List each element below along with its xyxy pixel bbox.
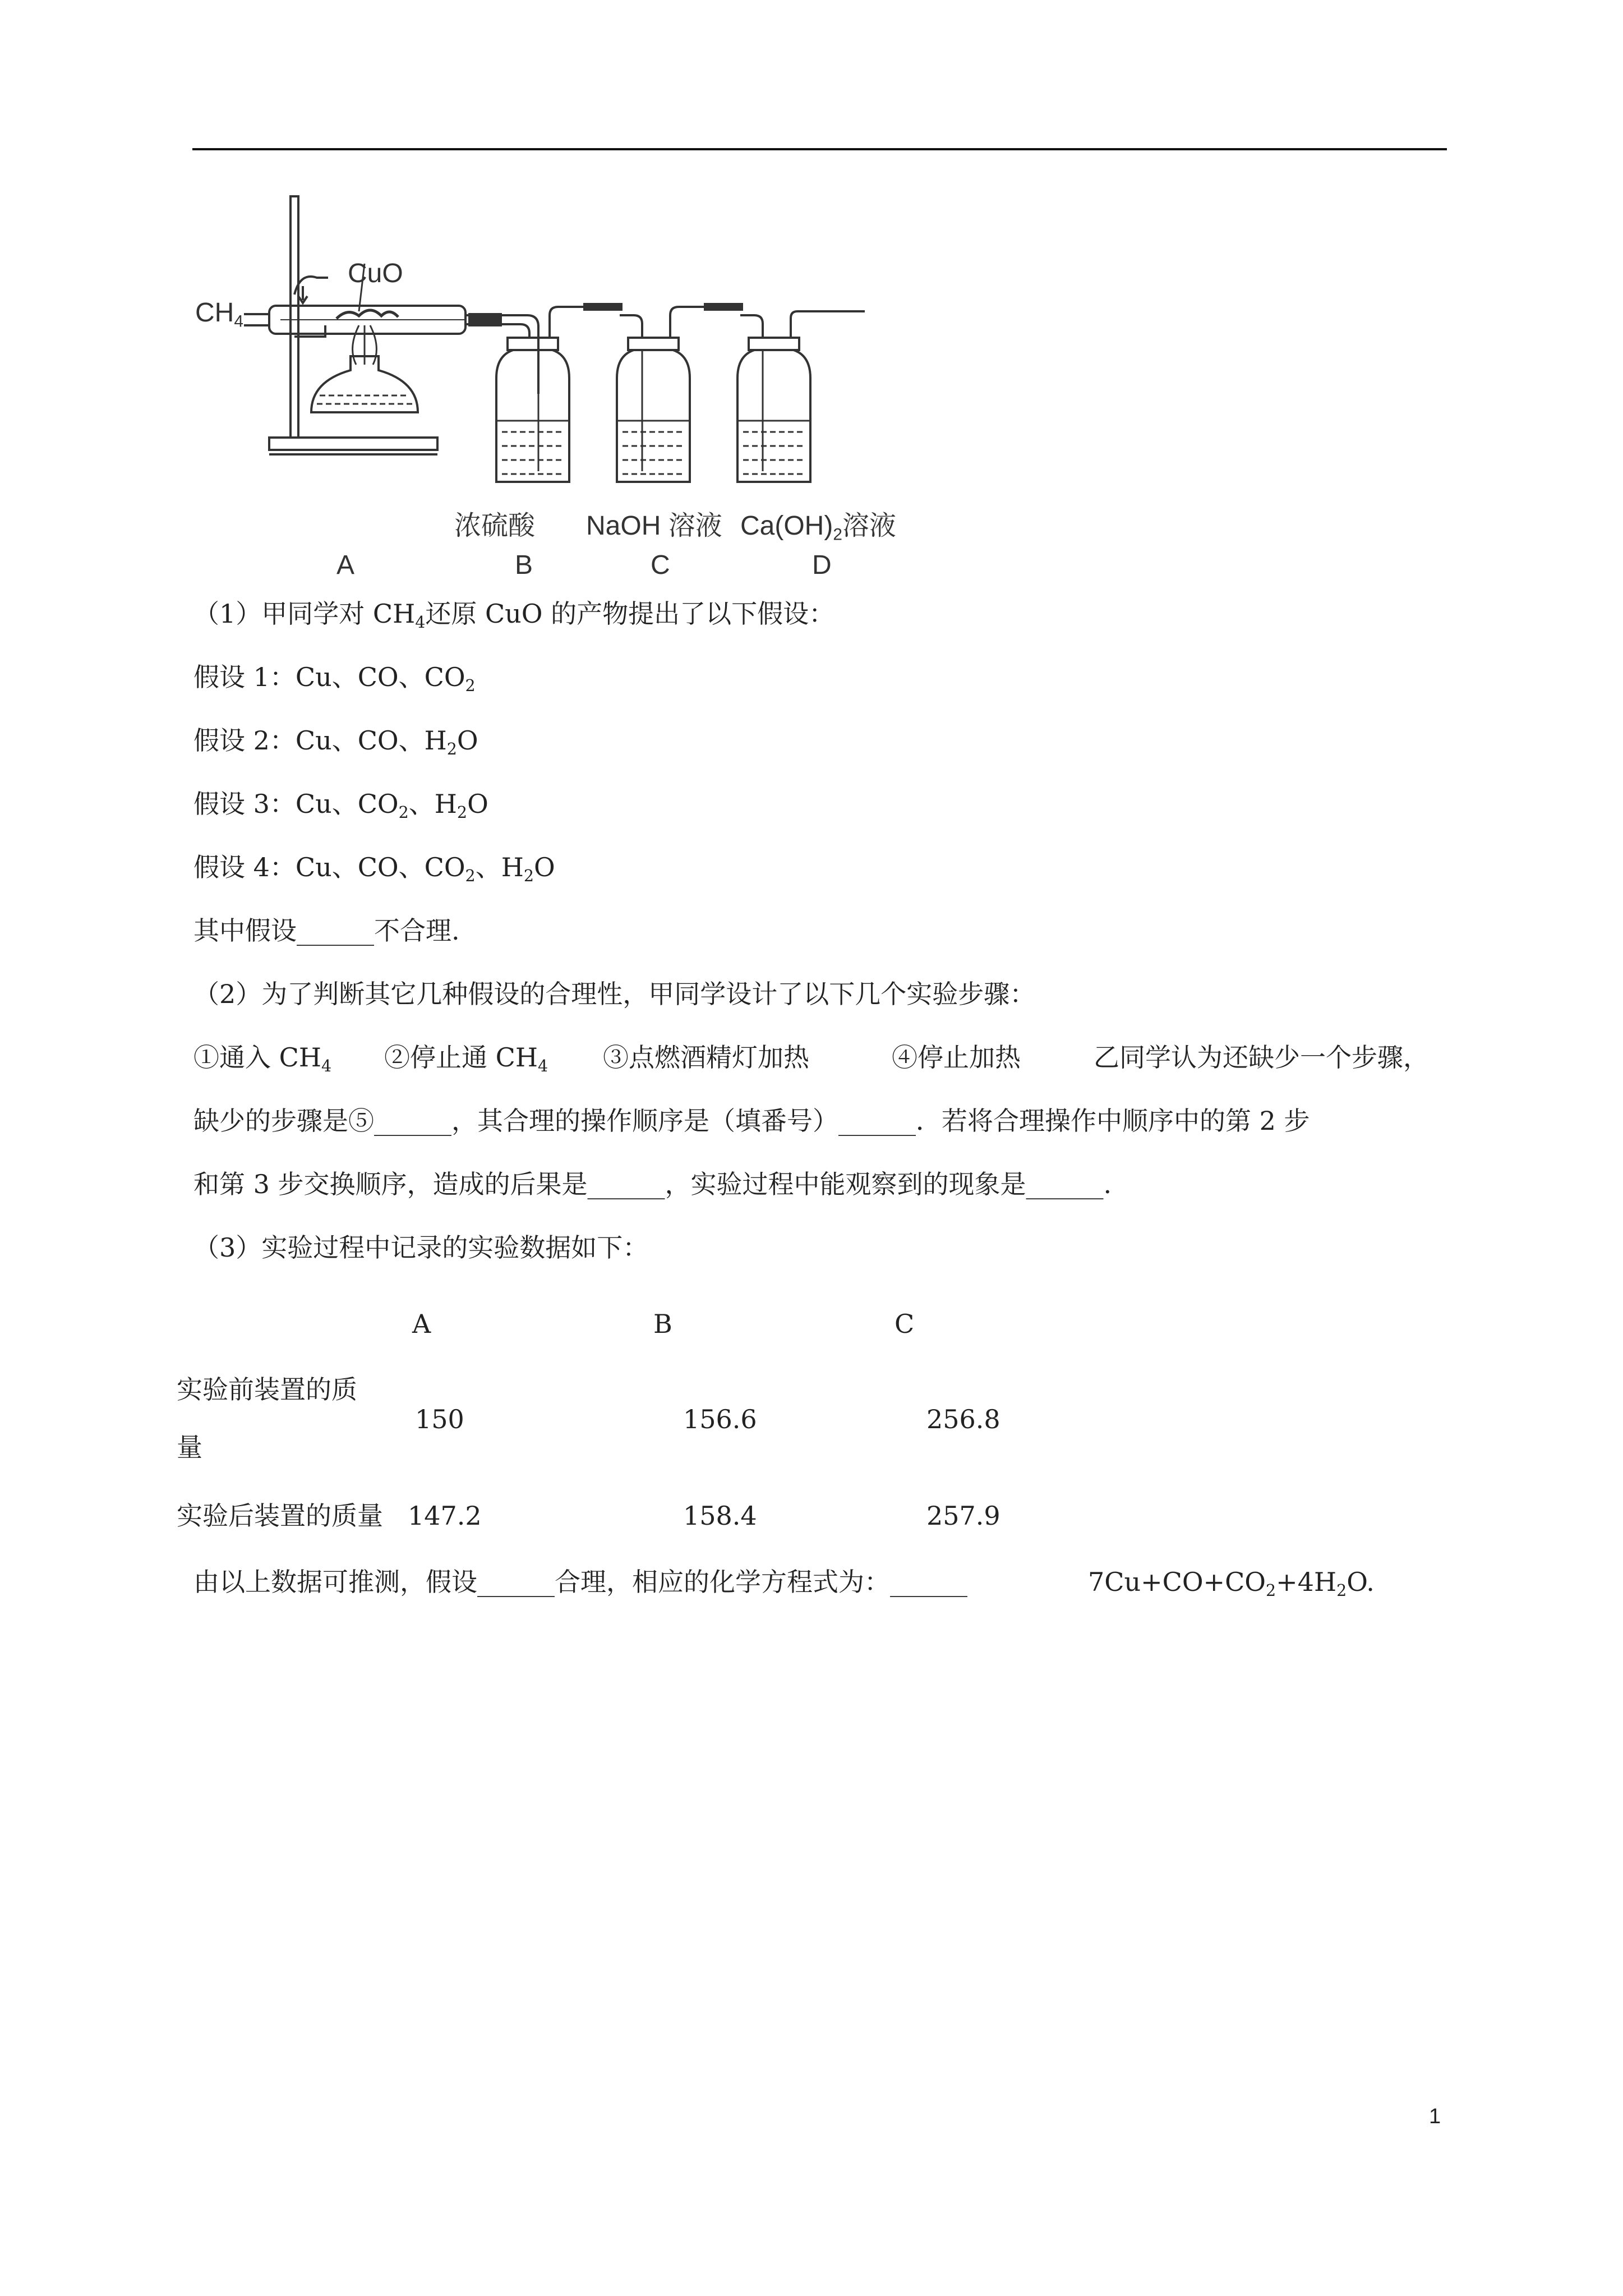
q3-row1-a: 150 (415, 1404, 464, 1434)
q3-row2-label: 实验后装置的质量 (177, 1501, 383, 1531)
q3-conclusion: 由以上数据可推测，假设______合理，相应的化学方程式为：______ (193, 1567, 967, 1597)
q3-row2-c: 257.9 (926, 1501, 1000, 1531)
stand-pole (291, 196, 298, 438)
q1-intro: （1）甲同学对 $CH_4$还原 CuO 的产物提出了以下假设： (193, 599, 835, 632)
q3-row1-label-a: 实验前装置的质 (177, 1374, 357, 1405)
flame (353, 325, 377, 365)
hypothesis-1: 假设 1：Cu、CO、$CO_2$ (193, 662, 476, 696)
letter-b: B (515, 550, 533, 580)
q2-intro: （2）为了判断其它几种假设的合理性，甲同学设计了以下几个实验步骤： (193, 979, 1036, 1009)
q3-row1-c: 256.8 (926, 1404, 1000, 1434)
bottle-b (496, 307, 614, 482)
q3-equation: $7Cu+CO+CO_2+4H_2O$. (1088, 1567, 1375, 1600)
letter-c: C (651, 550, 670, 580)
stand-base (269, 438, 437, 450)
q2-tail: 乙同学认为还缺少一个步骤， (1094, 1042, 1429, 1073)
q3-intro: （3）实验过程中记录的实验数据如下： (193, 1232, 649, 1263)
label-ch4: $CH_4$ (195, 298, 243, 331)
q1-unreasonable: 其中假设______不合理. (193, 915, 460, 946)
reagent-d: $Ca(OH)_2$溶液 (740, 511, 896, 544)
q3-header-a: A (412, 1309, 431, 1339)
q3-header-c: C (895, 1309, 915, 1339)
q2-step-1: ①通入 $CH_4$ (193, 1042, 332, 1076)
reagent-b: 浓硫酸 (454, 511, 536, 541)
page-number: 1 (1429, 2105, 1441, 2128)
letter-a: A (336, 550, 355, 580)
label-cuo: CuO (348, 259, 403, 288)
q2-line-3: 和第 3 步交换顺序，造成的后果是______，实验过程中能观察到的现象是______. (193, 1169, 1112, 1199)
hypothesis-4: 假设 4：Cu、CO、$CO_2$、$H_2O$ (193, 852, 555, 886)
q3-row1-label-b: 量 (177, 1432, 202, 1462)
q2-step-4: ④停止加热 (892, 1042, 1021, 1073)
q3-row1-b: 156.6 (683, 1404, 757, 1434)
q2-step-2: ②停止通 $CH_4$ (384, 1042, 548, 1076)
header-rule (192, 148, 1447, 150)
q2-step-3: ③点燃酒精灯加热 (603, 1042, 809, 1073)
q3-row2-b: 158.4 (683, 1501, 757, 1531)
bottle-c (617, 307, 735, 482)
bottle-d (737, 311, 865, 482)
letter-d: D (812, 550, 832, 580)
cuo-powder (336, 310, 398, 319)
hypothesis-3: 假设 3：Cu、$CO_2$、$H_2O$ (193, 789, 488, 822)
hypothesis-2: 假设 2：Cu、CO、$H_2O$ (193, 725, 478, 759)
q3-row2-a: 147.2 (408, 1501, 482, 1531)
q2-line-2: 缺少的步骤是⑤______，其合理的操作顺序是（填番号）______．若将合理操作中顺序中的第 2 步 (193, 1106, 1310, 1136)
q3-header-b: B (653, 1309, 672, 1339)
reagent-c: NaOH 溶液 (586, 511, 722, 541)
